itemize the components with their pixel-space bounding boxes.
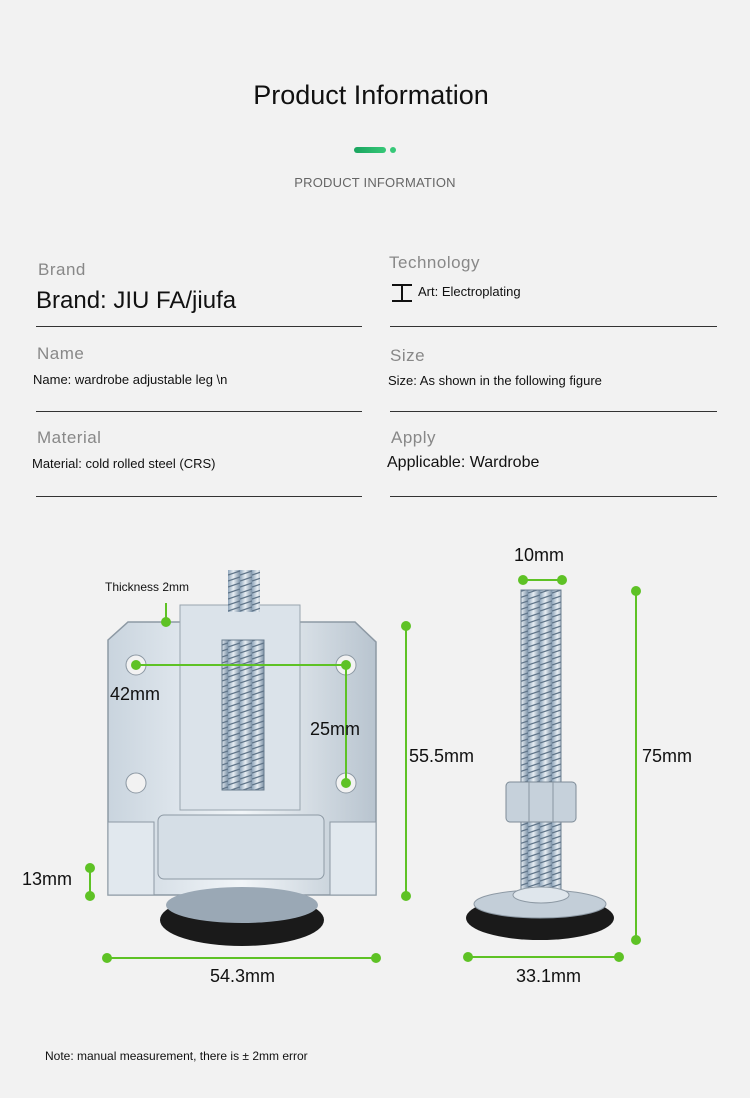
divider bbox=[36, 496, 362, 497]
product-diagram bbox=[0, 520, 750, 1020]
bracket-illustration bbox=[108, 570, 376, 946]
name-value: Name: wardrobe adjustable leg \n bbox=[33, 372, 228, 387]
apply-label: Apply bbox=[391, 428, 437, 447]
material-label: Material bbox=[37, 428, 102, 447]
bracket-width-label: 54.3mm bbox=[210, 966, 276, 986]
size-value: Size: As shown in the following figure bbox=[388, 373, 602, 388]
divider bbox=[36, 411, 362, 412]
brand-label: Brand bbox=[38, 260, 86, 279]
base-diameter-label: 33.1mm bbox=[516, 966, 582, 986]
title-accent-bar bbox=[354, 146, 402, 154]
i-beam-icon bbox=[390, 283, 414, 303]
divider bbox=[390, 326, 717, 327]
base-height-label: 13mm bbox=[22, 869, 73, 889]
bracket-height-label: 55.5mm bbox=[409, 746, 475, 766]
apply-value: Applicable: Wardrobe bbox=[387, 454, 540, 471]
hole-spacing-v-label: 25mm bbox=[310, 719, 361, 739]
size-label: Size bbox=[390, 346, 426, 365]
technology-value: Art: Electroplating bbox=[418, 284, 521, 299]
divider bbox=[36, 326, 362, 327]
page-title: Product Information bbox=[253, 80, 489, 110]
name-label: Name bbox=[37, 344, 85, 363]
divider bbox=[390, 496, 717, 497]
technology-label: Technology bbox=[389, 253, 481, 272]
screw-illustration bbox=[466, 590, 614, 940]
screw-diameter-label: 10mm bbox=[514, 545, 565, 565]
brand-value: Brand: JIU FA/jiufa bbox=[36, 287, 237, 314]
screw-length-label: 75mm bbox=[642, 746, 693, 766]
material-value: Material: cold rolled steel (CRS) bbox=[32, 456, 216, 471]
hole-spacing-h-label: 42mm bbox=[110, 684, 161, 704]
measurement-note: Note: manual measurement, there is ± 2mm error bbox=[45, 1049, 308, 1063]
page-subtitle: PRODUCT INFORMATION bbox=[294, 175, 456, 190]
divider bbox=[390, 411, 717, 412]
thickness-label: Thickness 2mm bbox=[105, 580, 190, 594]
